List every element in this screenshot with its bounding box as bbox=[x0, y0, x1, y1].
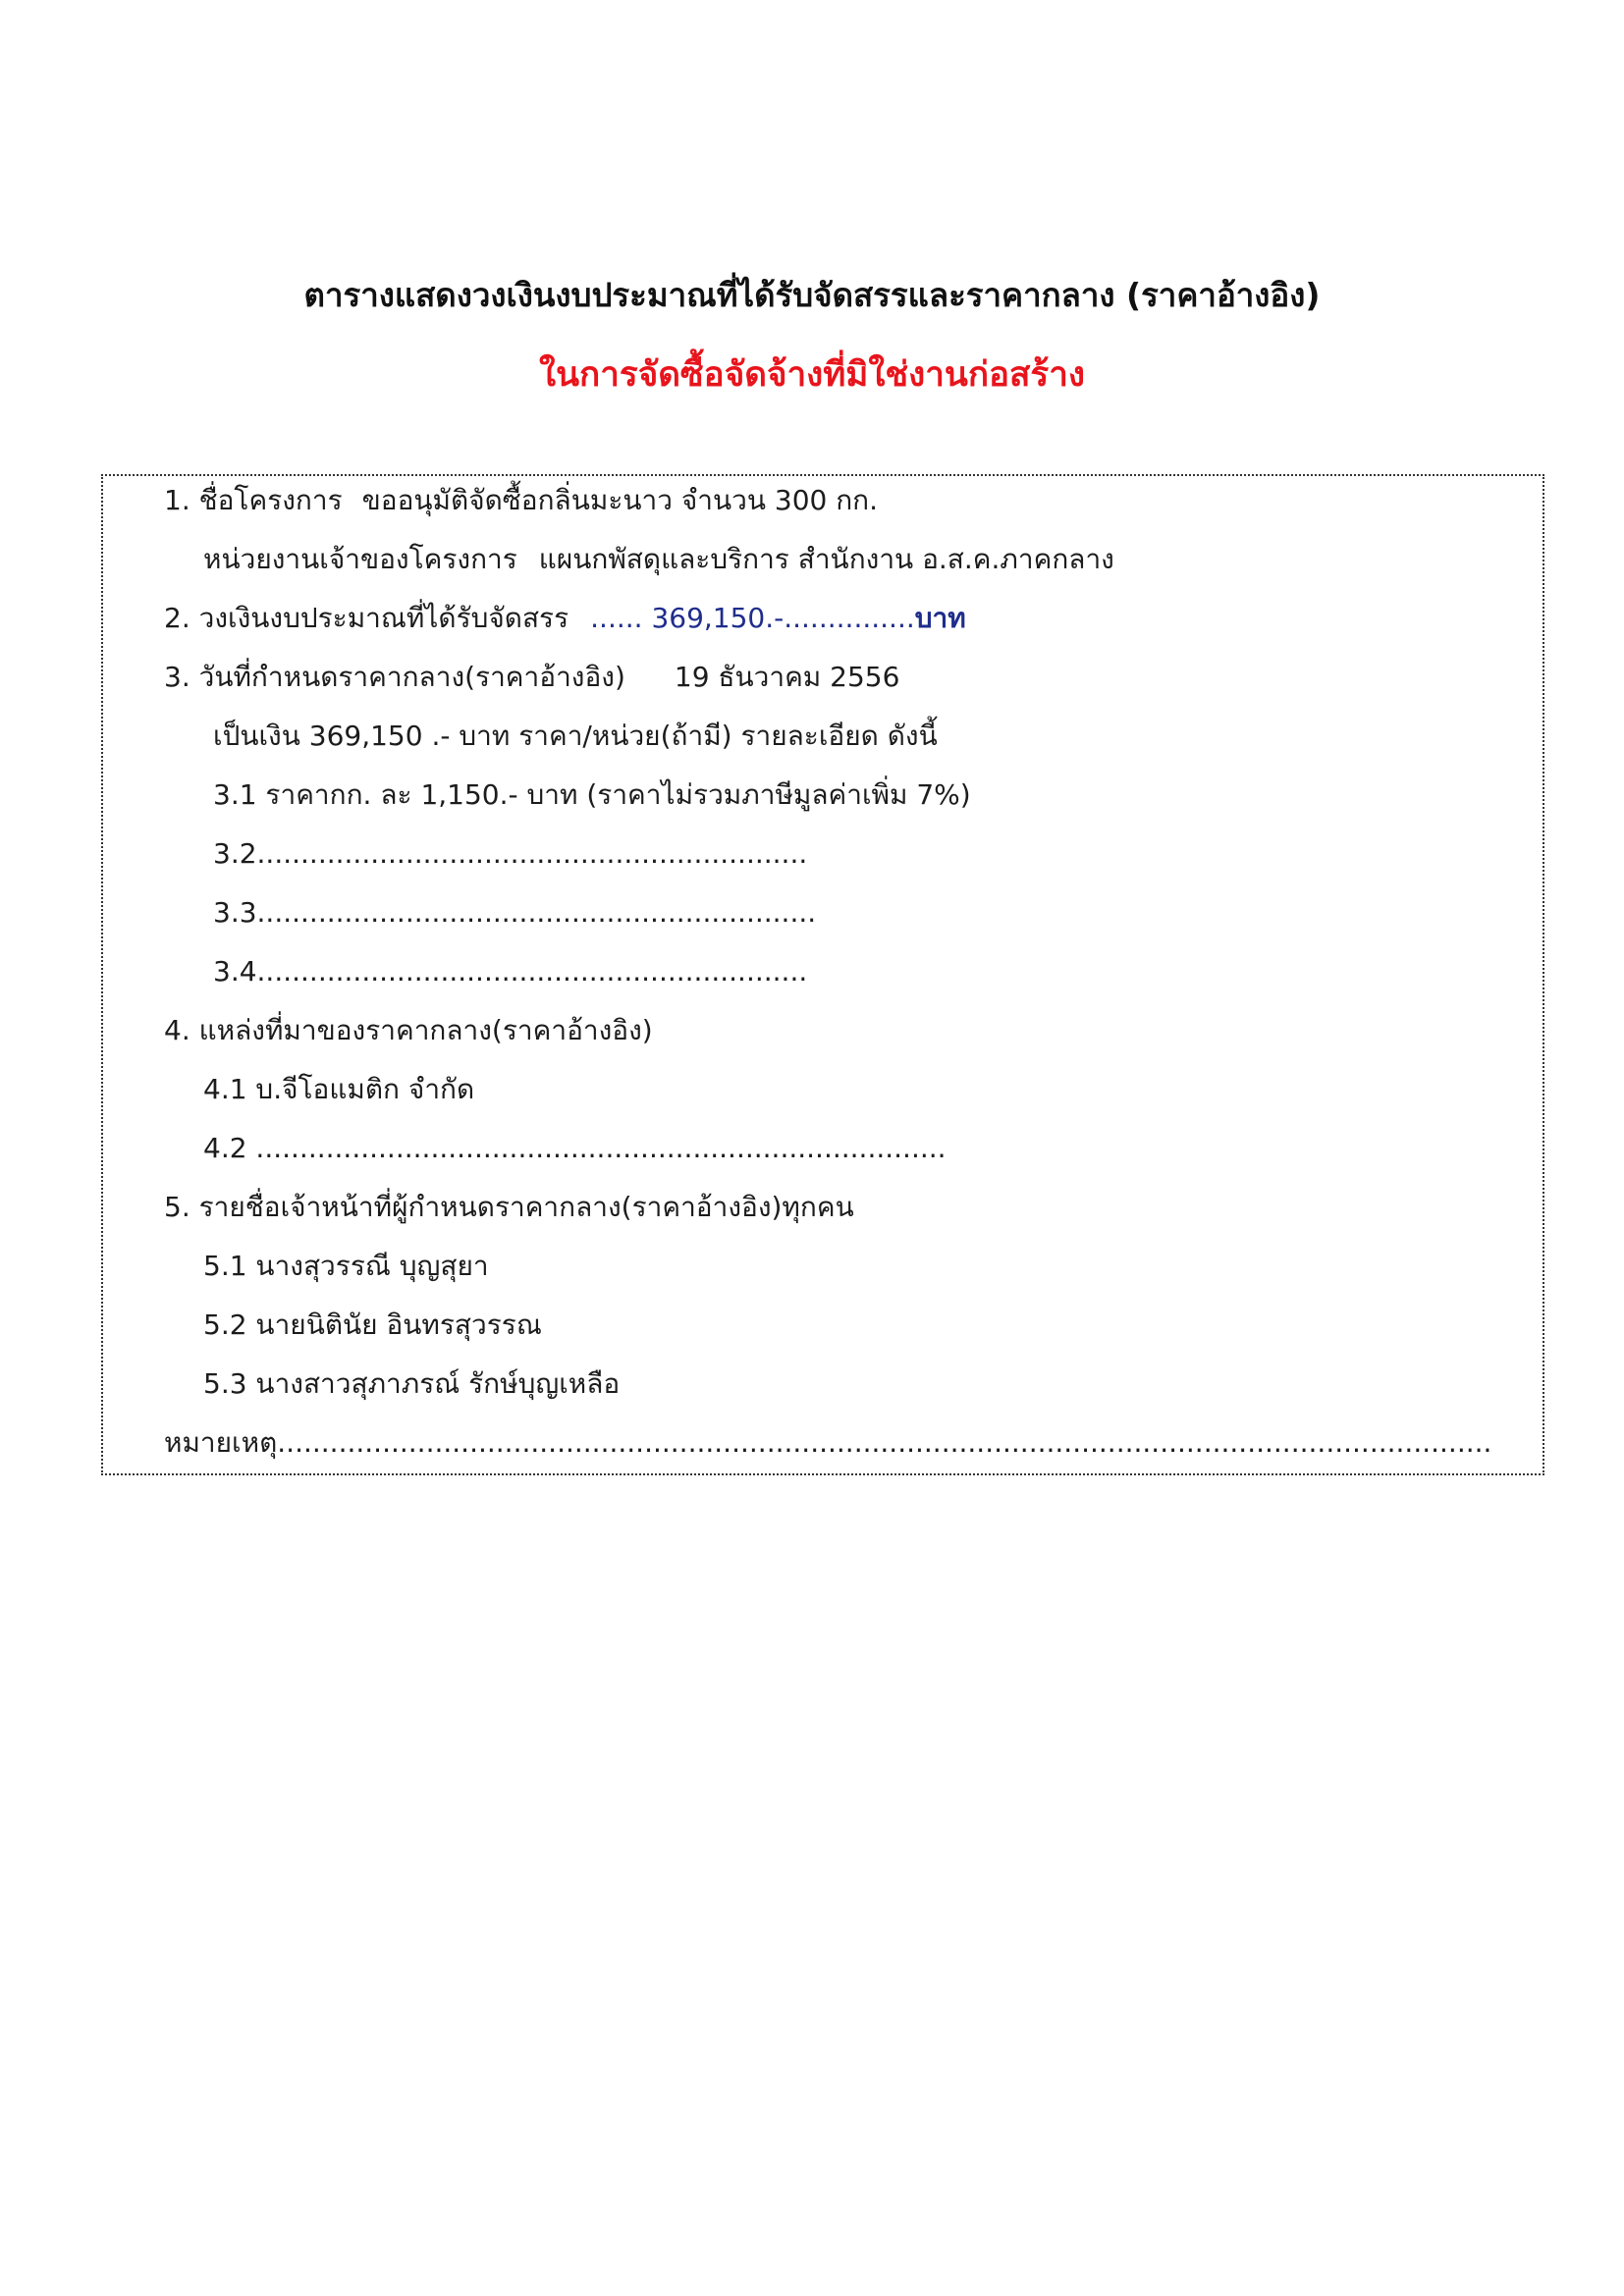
page-subtitle: ในการจัดซื้อจัดจ้างที่มิใช่งานก่อสร้าง bbox=[539, 355, 1085, 395]
price-item: 3.1 ราคากก. ละ 1,150.- บาท (ราคาไม่รวมภาษีมูลค่าเพิ่ม 7%) bbox=[213, 778, 971, 811]
price-item: 3.3................................................................ bbox=[213, 896, 817, 929]
remark-row bbox=[164, 1426, 1491, 1460]
budget-amount: ...... 369,150.-............... bbox=[590, 602, 915, 634]
price-source-heading: 4. แหล่งที่มาของราคากลาง(ราคาอ้างอิง) bbox=[164, 1014, 653, 1046]
budget-row bbox=[164, 602, 966, 635]
budget-currency: บาท bbox=[914, 602, 966, 634]
price-source-item: 4.1 บ.จีโอแมติก จำกัด bbox=[203, 1073, 475, 1105]
price-item: 3.4............................................................... bbox=[213, 955, 808, 988]
reference-date-value: 19 ธันวาคม 2556 bbox=[674, 661, 900, 693]
owner-unit-value: แผนกพัสดุและบริการ สำนักงาน อ.ส.ค.ภาคกลาง bbox=[538, 543, 1114, 575]
price-item: 3.2............................................................... bbox=[213, 837, 808, 870]
reference-date-row bbox=[164, 661, 899, 694]
officer-item: 5.2 นายนิตินัย อินทรสุวรรณ bbox=[203, 1308, 542, 1341]
officer-item: 5.1 นางสุวรรณี บุญสุยา bbox=[203, 1250, 489, 1282]
reference-price-summary: เป็นเงิน 369,150 .- บาท ราคา/หน่วย(ถ้ามี) รายละเอียด ดังนี้ bbox=[213, 720, 938, 752]
reference-date-label: 3. วันที่กำหนดราคากลาง(ราคาอ้างอิง) bbox=[164, 661, 625, 693]
project-name-value: ขออนุมัติจัดซื้อกลิ่นมะนาว จำนวน 300 กก. bbox=[361, 484, 879, 516]
owner-unit-row bbox=[203, 543, 1114, 576]
project-name-label: 1. ชื่อโครงการ bbox=[164, 484, 343, 516]
officers-heading: 5. รายชื่อเจ้าหน้าที่ผู้กำหนดราคากลาง(ราคาอ้างอิง)ทุกคน bbox=[164, 1191, 854, 1223]
officer-item: 5.3 นางสาวสุภาภรณ์ รักษ์บุญเหลือ bbox=[203, 1367, 621, 1400]
project-name-row bbox=[164, 484, 878, 517]
budget-label: 2. วงเงินงบประมาณที่ได้รับจัดสรร bbox=[164, 602, 569, 634]
price-source-item: 4.2 ............................................................................... bbox=[203, 1132, 947, 1164]
remark-dots: ........................................................................................................................................... bbox=[277, 1426, 1492, 1459]
page-title: ตารางแสดงวงเงินงบประมาณที่ได้รับจัดสรรและราคากลาง (ราคาอ้างอิง) bbox=[303, 276, 1321, 314]
owner-unit-label: หน่วยงานเจ้าของโครงการ bbox=[203, 543, 517, 575]
remark-label: หมายเหตุ bbox=[164, 1426, 278, 1459]
